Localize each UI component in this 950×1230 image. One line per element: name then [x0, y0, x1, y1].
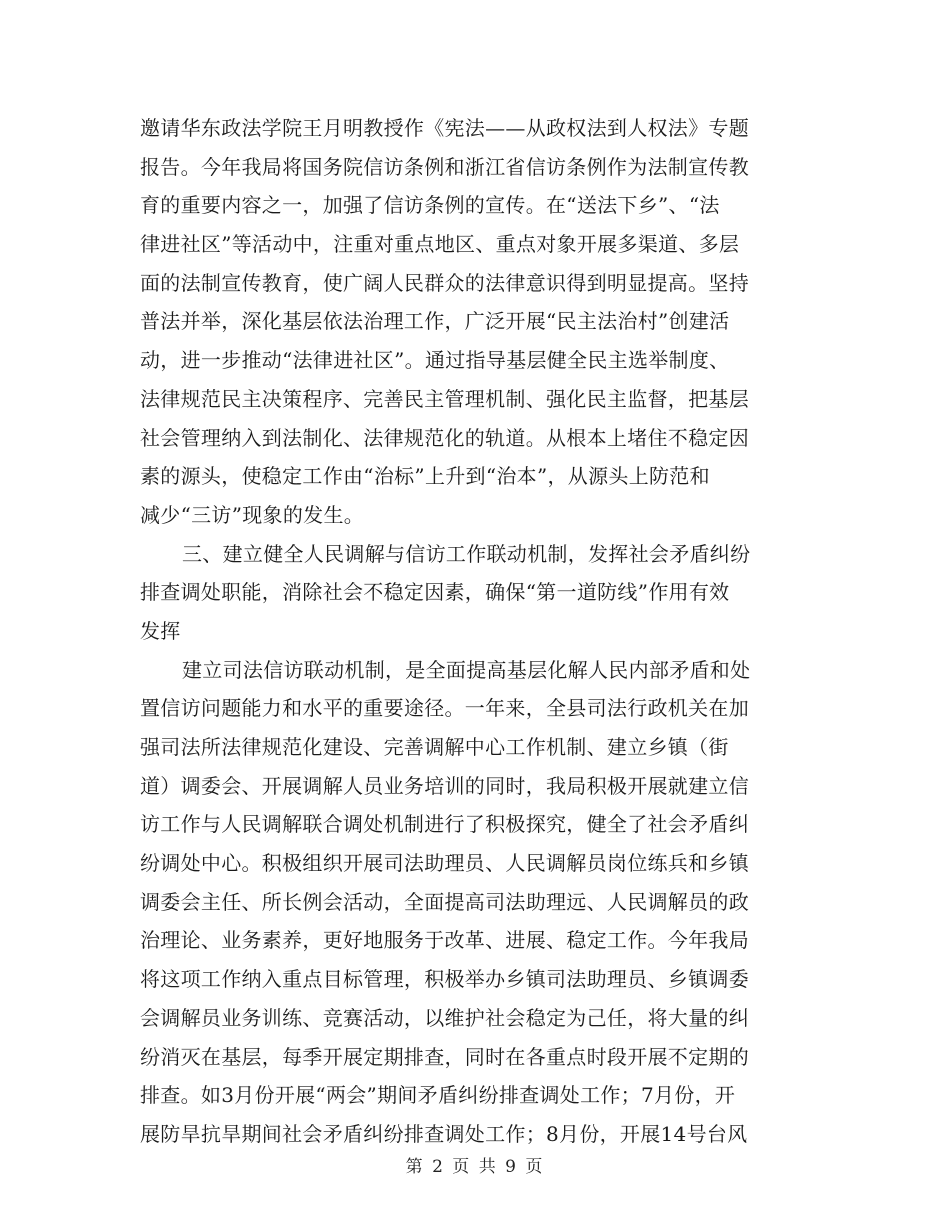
paragraph-1-line: 邀请华东政法学院王月明教授作《宪法——从政权法到人权法》专题	[140, 116, 749, 140]
paragraph-1-line: 法律规范民主决策程序、完善民主管理机制、强化民主监督，把基层	[140, 386, 749, 411]
paragraph-3-line: 访工作与人民调解联合调处机制进行了积极探究，健全了社会矛盾纠	[140, 812, 749, 837]
paragraph-3-line: 展防旱抗旱期间社会矛盾纠纷排查调处工作；8月份，开展14号台风	[140, 1121, 748, 1146]
paragraph-1-line: 育的重要内容之一，加强了信访条例的宣传。在“送法下乡”、“法	[140, 193, 720, 218]
paragraph-3-line: 置信访问题能力和水平的重要途径。一年来，全县司法行政机关在加	[140, 696, 749, 721]
paragraph-2-line: 三、建立健全人民调解与信访工作联动机制，发挥社会矛盾纠纷	[182, 541, 751, 566]
paragraph-1-line: 社会管理纳入到法制化、法律规范化的轨道。从根本上堵住不稳定因	[140, 425, 749, 450]
paragraph-2-line: 排查调处职能，消除社会不稳定因素，确保“第一道防线”作用有效	[140, 580, 730, 605]
paragraph-3-line: 治理论、业务素养，更好地服务于改革、进展、稳定工作。今年我局	[140, 928, 749, 953]
paragraph-3-line: 会调解员业务训练、竞赛活动，以维护社会稳定为己任，将大量的纠	[140, 1005, 749, 1030]
paragraph-1-line: 减少“三访”现象的发生。	[140, 502, 365, 527]
paragraph-3-line: 强司法所法律规范化建设、完善调解中心工作机制、建立乡镇（街	[140, 735, 729, 759]
paragraph-1-line: 面的法制宣传教育，使广阔人民群众的法律意识得到明显提高。坚持	[140, 270, 749, 295]
paragraph-3-line: 道）调委会、开展调解人员业务培训的同时，我局积极开展就建立信	[140, 773, 749, 798]
page-number-footer: 第 2 页 共 9 页	[405, 1157, 545, 1177]
paragraph-3-line: 将这项工作纳入重点目标管理，积极举办乡镇司法助理员、乡镇调委	[140, 967, 749, 992]
paragraph-3-line: 纷调处中心。积极组织开展司法助理员、人民调解员岗位练兵和乡镇	[140, 851, 749, 876]
paragraph-3-line: 纷消灭在基层，每季开展定期排查，同时在各重点时段开展不定期的	[140, 1044, 749, 1069]
paragraph-1-line: 律进社区”等活动中，注重对重点地区、重点对象开展多渠道、多层	[140, 232, 740, 257]
paragraph-3-line: 排查。如3月份开展“两会”期间矛盾纠纷排查调处工作；7月份，开	[140, 1083, 736, 1108]
paragraph-1-line: 报告。今年我局将国务院信访条例和浙江省信访条例作为法制宣传教	[140, 154, 749, 179]
paragraph-3-line: 建立司法信访联动机制，是全面提高基层化解人民内部矛盾和处	[182, 657, 751, 682]
paragraph-1-line: 素的源头，使稳定工作由“治标”上升到“治本”，从源头上防范和	[140, 464, 710, 489]
paragraph-1-line: 动，进一步推动“法律进社区”。通过指导基层健全民主选举制度、	[140, 348, 730, 373]
paragraph-2-line: 发挥	[140, 618, 181, 643]
paragraph-3-line: 调委会主任、所长例会活动，全面提高司法助理远、人民调解员的政	[140, 889, 749, 914]
document-body	[140, 109, 800, 1154]
paragraph-1-line: 普法并举，深化基层依法治理工作，广泛开展“民主法治村”创建活	[140, 309, 730, 334]
